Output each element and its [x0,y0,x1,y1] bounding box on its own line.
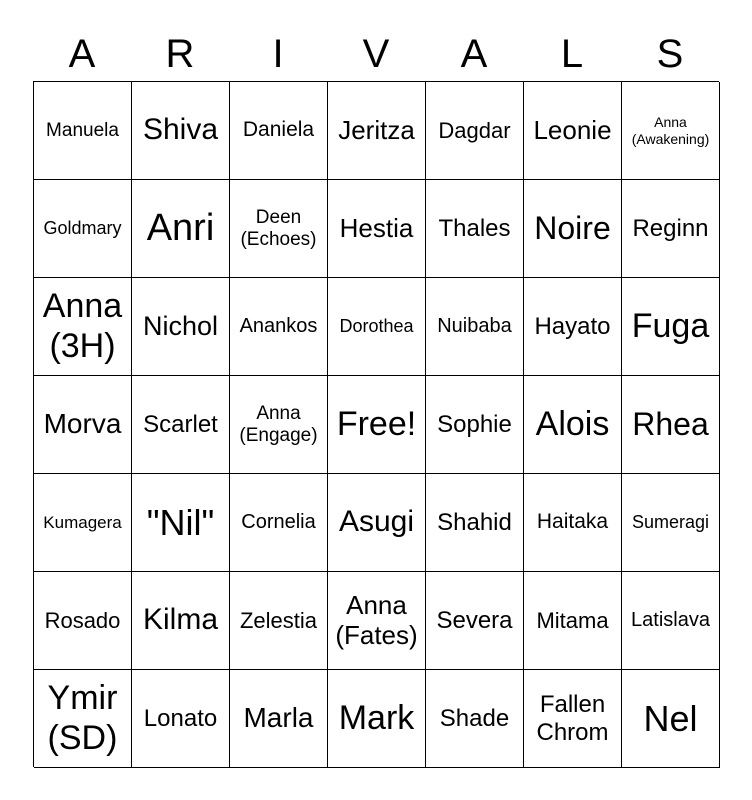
bingo-cell[interactable] [524,474,622,572]
cell-label: Deen (Echoes) [240,206,317,250]
bingo-cell[interactable] [328,572,426,670]
cell-label: Hestia [339,212,414,243]
cell-label: Sumeragi [631,512,710,533]
cell-label: Dorothea [339,316,414,337]
bingo-cell[interactable] [622,180,720,278]
bingo-cell[interactable] [34,670,132,768]
cell-label: Zelestia [239,607,318,633]
bingo-cell[interactable] [426,670,524,768]
bingo-cell[interactable] [34,474,132,572]
cell-label: Nel [643,697,698,739]
cell-label: Reginn [632,214,709,242]
bingo-cell[interactable] [524,376,622,474]
bingo-cell[interactable] [230,572,328,670]
bingo-cell[interactable] [524,670,622,768]
cell-label: Alois [535,404,610,443]
cell-label: Fuga [631,306,710,345]
bingo-cell[interactable] [328,670,426,768]
header-letter: L [560,32,584,76]
cell-label: Daniela [242,118,315,142]
bingo-cell[interactable] [426,474,524,572]
cell-label: Anna (3H) [42,287,123,365]
header-letter: A [460,32,488,76]
cell-label: Thales [438,214,511,242]
bingo-cell[interactable] [622,82,720,180]
bingo-cell[interactable] [132,376,230,474]
cell-label: "Nil" [146,501,215,543]
cell-label: Anna (Awakening) [631,114,710,147]
cell-label: Kumagera [43,512,122,532]
cell-label: Goldmary [43,218,122,239]
bingo-cell[interactable] [34,82,132,180]
bingo-cell[interactable] [230,180,328,278]
cell-label: Shahid [437,508,512,536]
cell-label: Latislava [631,609,710,631]
cell-label: Nichol [142,310,219,341]
cell-label: Asugi [338,505,415,539]
cell-label: Cornelia [241,511,316,533]
cell-label: Marla [243,702,314,734]
cell-label: Mark [338,698,415,737]
header-letter: A [68,32,96,76]
cell-label: Noire [534,210,611,247]
bingo-cell[interactable] [230,474,328,572]
bingo-cell[interactable] [524,572,622,670]
bingo-cell[interactable] [328,82,426,180]
bingo-cell[interactable] [132,278,230,376]
bingo-cell[interactable] [230,82,328,180]
bingo-cell[interactable] [426,376,524,474]
header-letter: V [362,32,390,76]
cell-label: Dagdar [438,117,511,143]
bingo-cell[interactable] [524,82,622,180]
cell-label: Shiva [142,113,219,147]
bingo-cell[interactable] [132,82,230,180]
bingo-cell[interactable] [328,180,426,278]
bingo-cell[interactable] [328,376,426,474]
cell-label: Kilma [142,603,218,637]
header-letter: I [272,32,284,76]
cell-label: Severa [436,606,513,634]
bingo-cell[interactable] [34,376,132,474]
cell-label: Shade [439,704,510,732]
cell-label: Haitaka [536,510,609,534]
cell-label: Leonie [533,114,612,145]
header-letter: S [656,32,684,76]
cell-label: Rosado [44,607,121,633]
bingo-cell[interactable] [132,670,230,768]
cell-label: Nuibaba [437,315,512,337]
cell-label: Fallen Chrom [536,690,609,746]
bingo-cell[interactable] [622,376,720,474]
bingo-cell[interactable] [328,474,426,572]
bingo-board [33,81,719,767]
bingo-cell[interactable] [230,670,328,768]
cell-label: Scarlet [143,410,218,438]
bingo-cell[interactable] [622,278,720,376]
cell-label: Anankos [239,315,318,337]
cell-label: Hayato [534,312,611,340]
bingo-cell[interactable] [524,180,622,278]
bingo-cell[interactable] [426,572,524,670]
cell-label: Anna (Fates) [335,589,418,650]
header-letter: R [165,32,195,76]
cell-label: Jeritza [338,114,415,145]
bingo-cell[interactable] [34,278,132,376]
cell-label: Manuela [46,119,119,141]
bingo-cell[interactable] [230,376,328,474]
bingo-cell[interactable] [34,572,132,670]
bingo-cell[interactable] [622,572,720,670]
bingo-cell[interactable] [622,670,720,768]
bingo-cell[interactable] [34,180,132,278]
cell-label: Rhea [632,406,709,443]
cell-label: Free! [336,404,417,443]
cell-label: Anri [146,206,215,249]
bingo-cell[interactable] [622,474,720,572]
cell-label: Mitama [536,607,609,633]
cell-label: Anna (Engage) [239,402,318,446]
cell-label: Lonato [143,704,218,732]
bingo-cell[interactable] [426,180,524,278]
bingo-cell[interactable] [132,474,230,572]
bingo-cell[interactable] [426,278,524,376]
bingo-cell[interactable] [524,278,622,376]
bingo-cell[interactable] [230,278,328,376]
cell-label: Ymir (SD) [47,679,118,757]
bingo-cell[interactable] [132,180,230,278]
bingo-header [33,28,719,80]
cell-label: Morva [43,408,122,440]
bingo-cell[interactable] [426,82,524,180]
cell-label: Sophie [437,410,512,438]
bingo-cell[interactable] [132,572,230,670]
bingo-cell[interactable] [328,278,426,376]
